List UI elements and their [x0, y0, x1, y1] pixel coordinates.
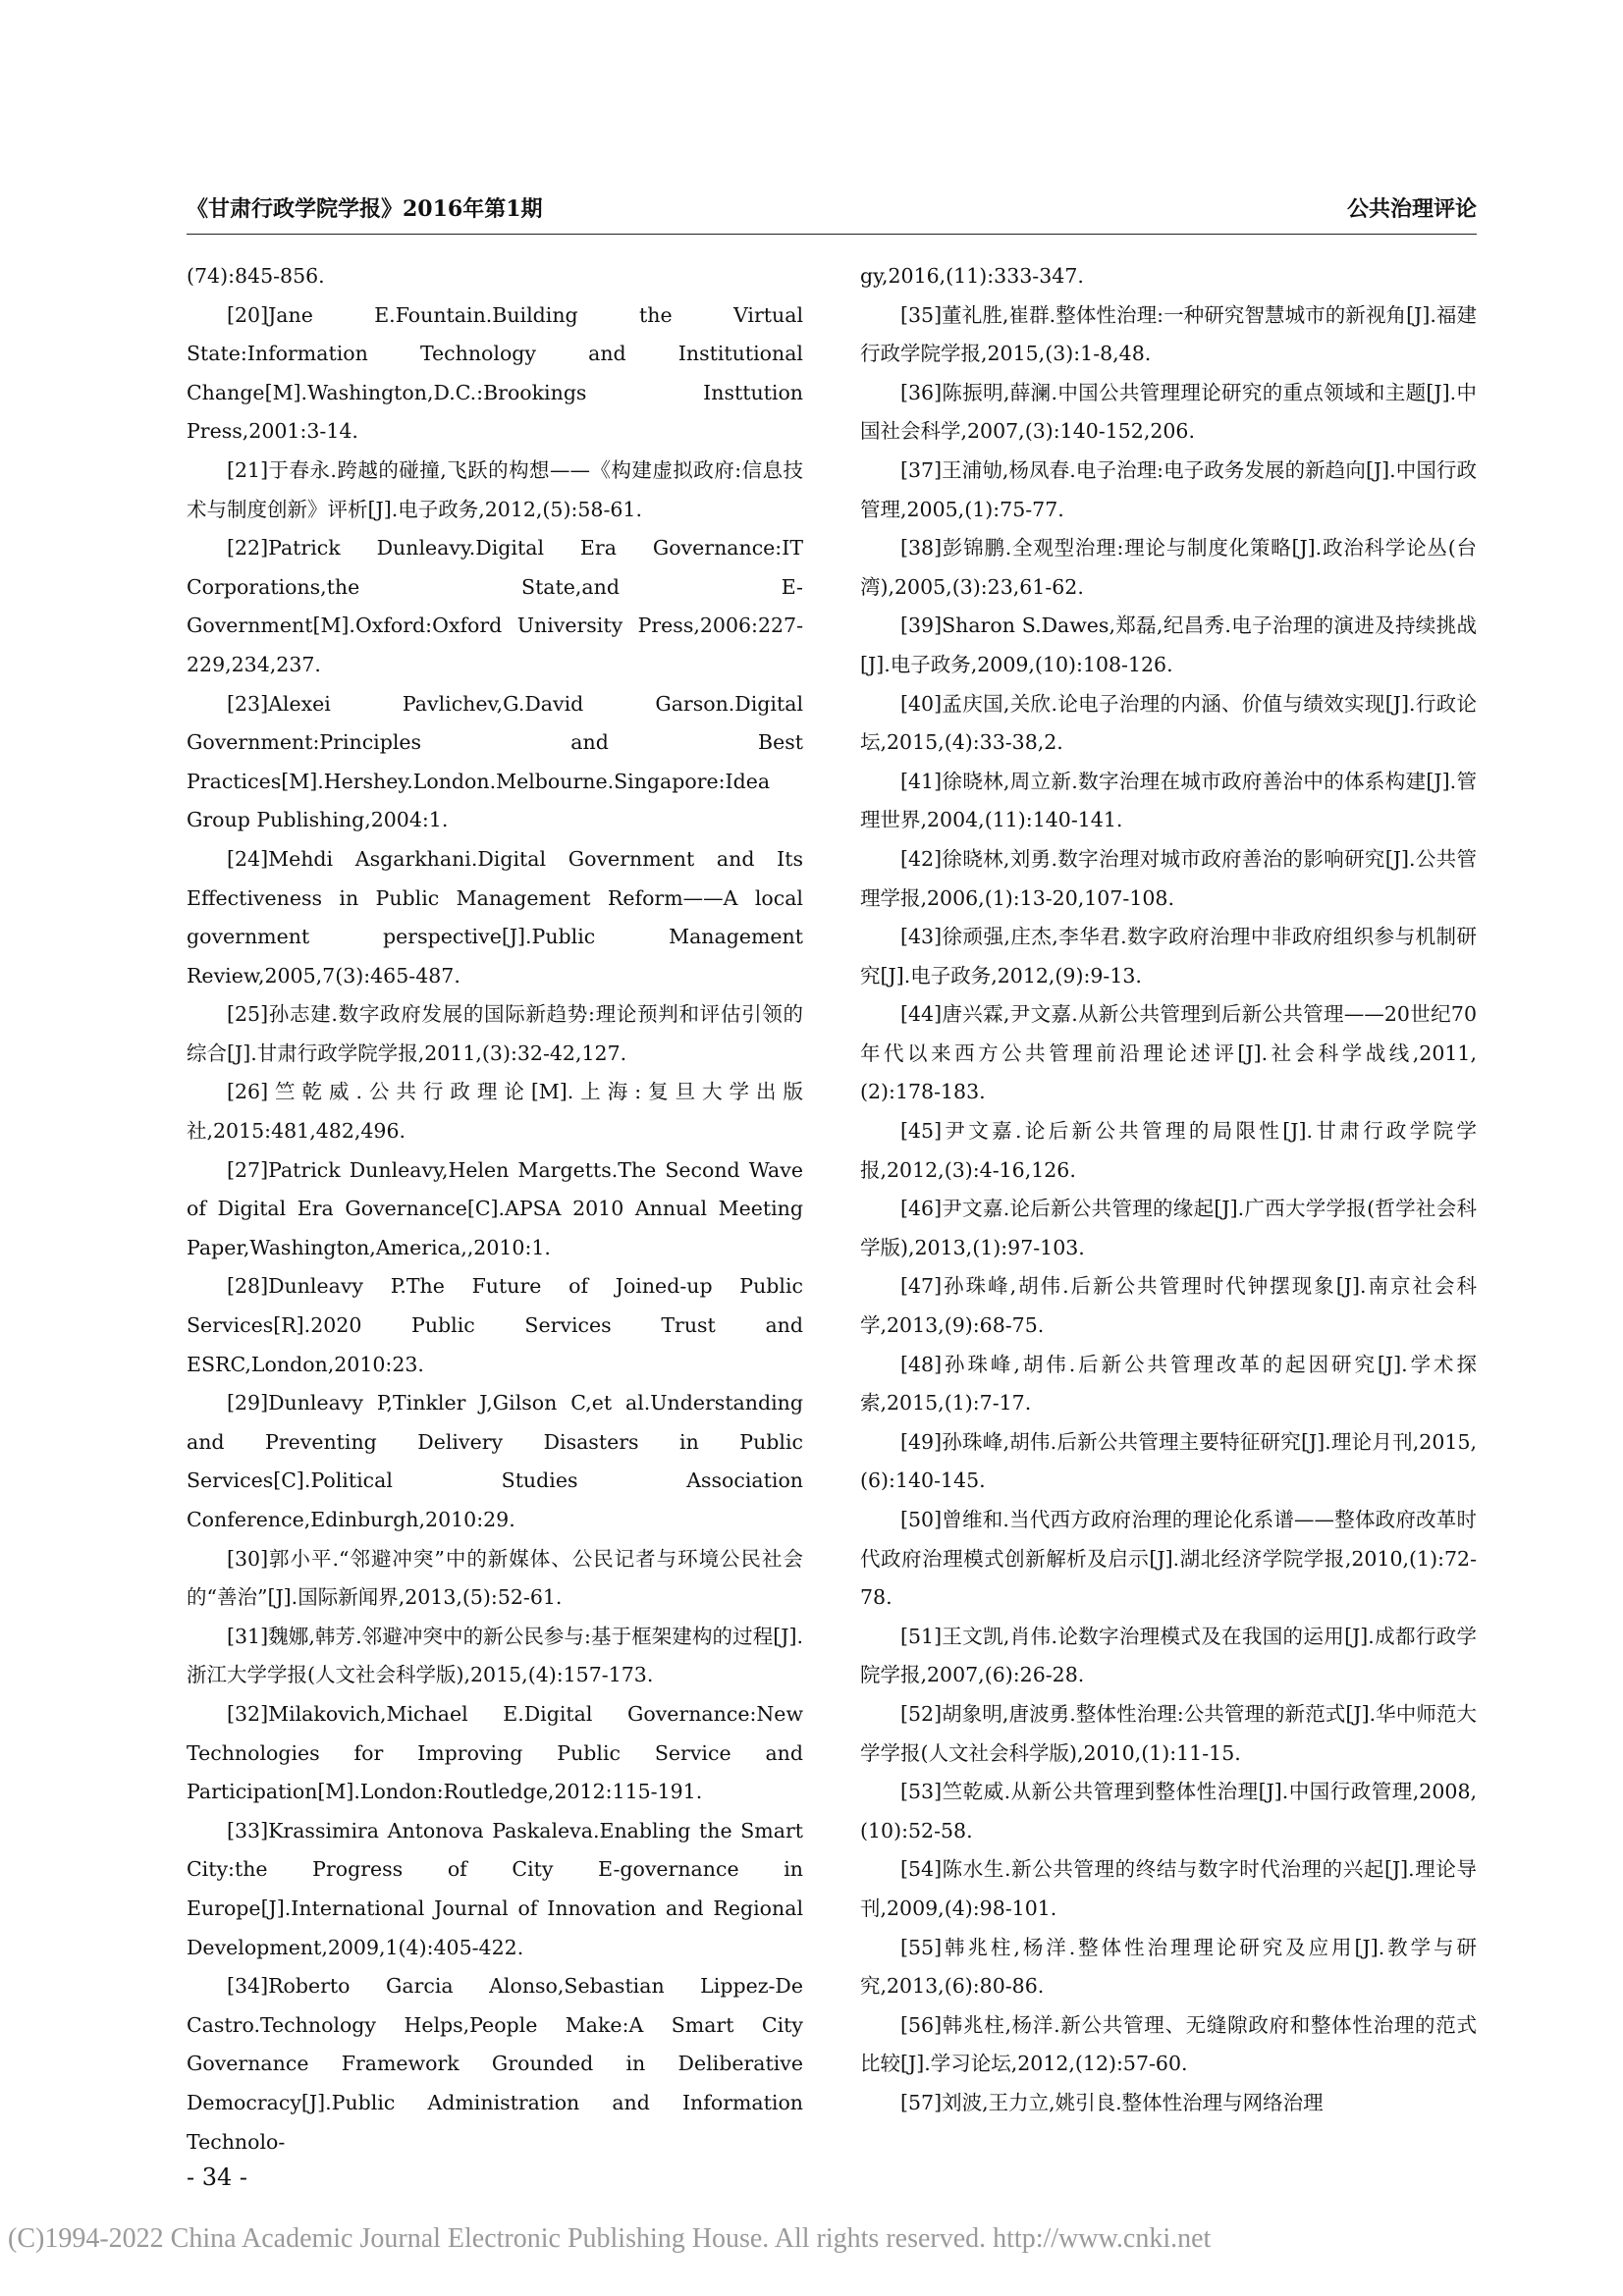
journal-title: 《甘肃行政学院学报》2016年第1期 [187, 196, 543, 222]
header-divider [187, 234, 1477, 235]
reference-entry: [55]韩兆柱,杨洋.整体性治理理论研究及应用[J].教学与研究,2013,(6):80-86. [860, 1935, 1477, 1999]
reference-entry: [38]彭锦鹏.全观型治理:理论与制度化策略[J].政治科学论丛(台湾),2005,(3):23,61-62. [860, 536, 1477, 599]
reference-entry: [21]于春永.跨越的碰撞,飞跃的构想——《构建虚拟政府:信息技术与制度创新》评析[J].电子政务,2012,(5):58-61. [187, 457, 803, 521]
reference-entry: [54]陈水生.新公共管理的终结与数字时代治理的兴起[J].理论导刊,2009,(4):98-101. [860, 1857, 1477, 1920]
reference-entry: [28]Dunleavy P.The Future of Joined-up Public Services[R].2020 Public Services Trust and ESRC,London,2010:23. [187, 1274, 803, 1376]
reference-entry: [30]郭小平.“邻避冲突”中的新媒体、公民记者与环境公民社会的“善治”[J].国际新闻界,2013,(5):52-61. [187, 1546, 803, 1610]
reference-entry: [24]Mehdi Asgarkhani.Digital Government and Its Effectiveness in Public Management Reform——A local government perspective[J].Public Management Review,2005,7(3):465-487. [187, 846, 803, 988]
reference-entry: [42]徐晓林,刘勇.数字治理对城市政府善治的影响研究[J].公共管理学报,2006,(1):13-20,107-108. [860, 846, 1477, 910]
section-title: 公共治理评论 [1346, 196, 1477, 222]
reference-entry: [22]Patrick Dunleavy.Digital Era Governance:IT Corporations,the State,and E-Government[M].Oxford:Oxford University Press,2006:227-229,234,237. [187, 536, 803, 676]
reference-entry: [44]唐兴霖,尹文嘉.从新公共管理到后新公共管理——20世纪70年代以来西方公共管理前沿理论述评[J].社会科学战线,2011,(2):178-183. [860, 1002, 1477, 1104]
reference-entry: [50]曾维和.当代西方政府治理的理论化系谱——整体政府改革时代政府治理模式创新解析及启示[J].湖北经济学院学报,2010,(1):72-78. [860, 1508, 1477, 1610]
left-column [187, 257, 803, 2162]
reference-entry: [20]Jane E.Fountain.Building the Virtual State:Information Technology and Institutional Change[M].Washington,D.C.:Brookings Insttution Press,2001:3-14. [187, 302, 803, 444]
reference-entry: [57]刘波,王力立,姚引良.整体性治理与网络治理 [900, 2090, 1324, 2114]
reference-entry: [43]徐顽强,庄杰,李华君.数字政府治理中非政府组织参与机制研究[J].电子政务,2012,(9):9-13. [860, 925, 1477, 988]
reference-continuation: gy,2016,(11):333-347. [860, 264, 1084, 288]
reference-continuation: (74):845-856. [187, 264, 325, 288]
reference-entry: [35]董礼胜,崔群.整体性治理:一种研究智慧城市的新视角[J].福建行政学院学报,2015,(3):1-8,48. [860, 302, 1477, 366]
reference-entry: [47]孙珠峰,胡伟.后新公共管理时代钟摆现象[J].南京社会科学,2013,(9):68-75. [860, 1274, 1477, 1338]
reference-entry: [26]竺乾威.公共行政理论[M].上海:复旦大学出版社,2015:481,482,496. [187, 1080, 803, 1144]
reference-entry: [37]王浦劬,杨凤春.电子治理:电子政务发展的新趋向[J].中国行政管理,2005,(1):75-77. [860, 457, 1477, 521]
reference-entry: [25]孙志建.数字政府发展的国际新趋势:理论预判和评估引领的综合[J].甘肃行政学院学报,2011,(3):32-42,127. [187, 1002, 803, 1065]
reference-entry: [31]魏娜,韩芳.邻避冲突中的新公民参与:基于框架建构的过程[J].浙江大学学报(人文社会科学版),2015,(4):157-173. [187, 1624, 803, 1687]
reference-entry: [34]Roberto Garcia Alonso,Sebastian Lippez-De Castro.Technology Helps,People Make:A Smart City Governance Framework Grounded in Deliberative Democracy[J].Public Administration and Information Technolo- [187, 1974, 803, 2154]
page-number: - 34 - [187, 2163, 248, 2191]
page-header [187, 192, 1477, 232]
reference-entry: [46]尹文嘉.论后新公共管理的缘起[J].广西大学学报(哲学社会科学版),2013,(1):97-103. [860, 1197, 1477, 1259]
right-column [860, 257, 1477, 2123]
reference-entry: [48]孙珠峰,胡伟.后新公共管理改革的起因研究[J].学术探索,2015,(1):7-17. [860, 1352, 1477, 1415]
reference-entry: [29]Dunleavy P,Tinkler J,Gilson C,et al.Understanding and Preventing Delivery Disasters in Public Services[C].Political Studies Association Conference,Edinburgh,2010:29. [187, 1391, 803, 1531]
reference-entry: [49]孙珠峰,胡伟.后新公共管理主要特征研究[J].理论月刊,2015,(6):140-145. [860, 1429, 1477, 1493]
copyright-notice: (C)1994-2022 China Academic Journal Electronic Publishing House. All rights reserved. http://www.cnki.net [8, 2223, 1212, 2254]
reference-entry: [53]竺乾威.从新公共管理到整体性治理[J].中国行政管理,2008,(10):52-58. [860, 1780, 1477, 1842]
reference-entry: [52]胡象明,唐波勇.整体性治理:公共管理的新范式[J].华中师范大学学报(人文社会科学版),2010,(1):11-15. [860, 1701, 1477, 1765]
reference-entry: [23]Alexei Pavlichev,G.David Garson.Digital Government:Principles and Best Practices[M].Hershey.London.Melbourne.Singapore:Idea Group Publishing,2004:1. [187, 691, 803, 832]
reference-entry: [27]Patrick Dunleavy,Helen Margetts.The Second Wave of Digital Era Governance[C].APSA 2010 Annual Meeting Paper,Washington,America,,2010:1. [187, 1157, 803, 1259]
reference-entry: [32]Milakovich,Michael E.Digital Governance:New Technologies for Improving Public Service and Participation[M].London:Routledge,2012:115-191. [187, 1701, 803, 1804]
reference-entry: [56]韩兆柱,杨洋.新公共管理、无缝隙政府和整体性治理的范式比较[J].学习论坛,2012,(12):57-60. [860, 2012, 1477, 2076]
reference-entry: [36]陈振明,薛澜.中国公共管理理论研究的重点领域和主题[J].中国社会科学,2007,(3):140-152,206. [860, 380, 1477, 444]
reference-entry: [40]孟庆国,关欣.论电子治理的内涵、价值与绩效实现[J].行政论坛,2015,(4):33-38,2. [860, 691, 1477, 755]
reference-entry: [33]Krassimira Antonova Paskaleva.Enabling the Smart City:the Progress of City E-governance in Europe[J].International Journal of Innovation and Regional Development,2009,1(4):405-422. [187, 1818, 803, 1959]
reference-entry: [39]Sharon S.Dawes,郑磊,纪昌秀.电子治理的演进及持续挑战[J].电子政务,2009,(10):108-126. [860, 614, 1477, 676]
reference-entry: [51]王文凯,肖伟.论数字治理模式及在我国的运用[J].成都行政学院学报,2007,(6):26-28. [860, 1624, 1477, 1687]
reference-entry: [41]徐晓林,周立新.数字治理在城市政府善治中的体系构建[J].管理世界,2004,(11):140-141. [860, 769, 1477, 832]
reference-entry: [45]尹文嘉.论后新公共管理的局限性[J].甘肃行政学院学报,2012,(3):4-16,126. [860, 1119, 1477, 1182]
